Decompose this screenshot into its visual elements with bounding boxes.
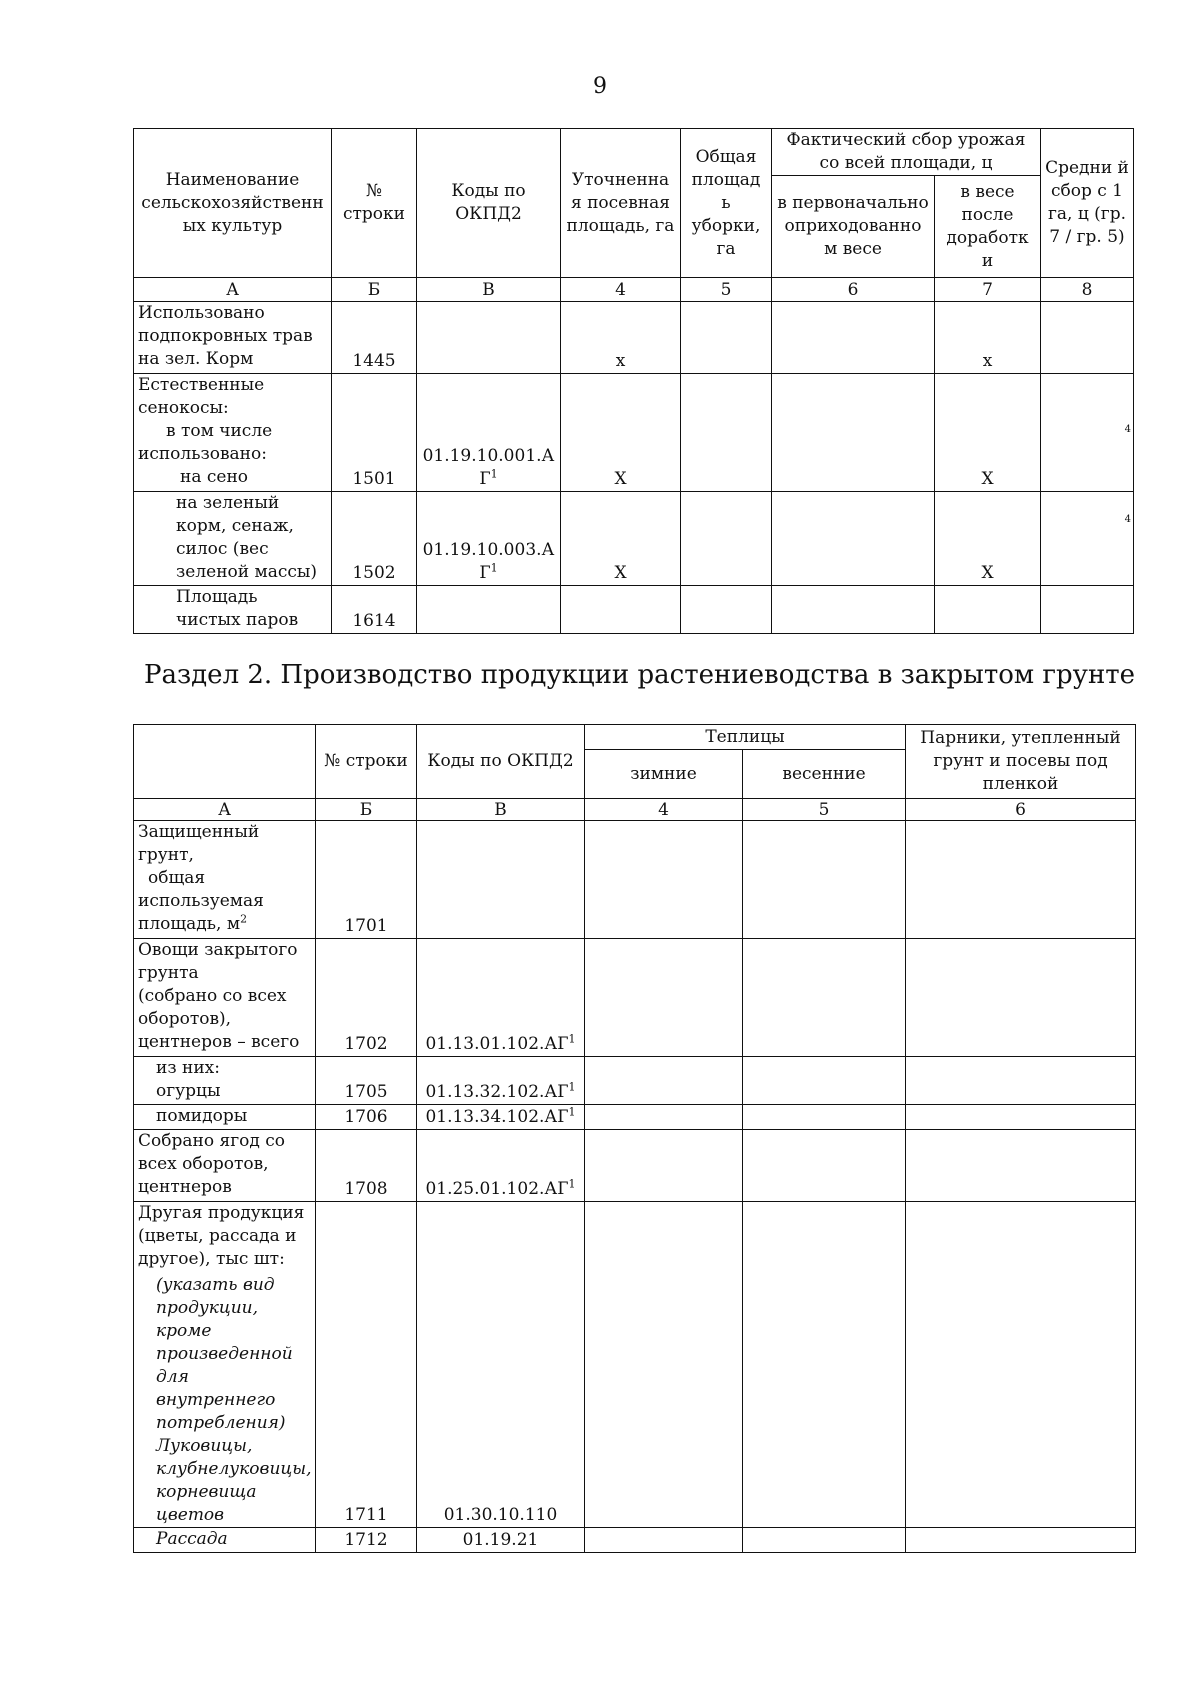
- hotbeds-cell: [906, 1057, 1136, 1105]
- okpd2-code: $01.13.32.102.АГ^1$: [417, 1057, 585, 1105]
- okpd2-code: [417, 821, 585, 939]
- row-number: 1501: [332, 374, 417, 492]
- header-harvest-area: Общая площад ь уборки, га: [681, 129, 772, 278]
- winter-cell: [585, 1202, 743, 1274]
- section-title: Раздел 2. Производство продукции растениеводства в закрытом грунте: [144, 660, 1136, 690]
- header-initial-weight: в первоначально оприходованно м весе: [772, 176, 935, 278]
- okpd2-code: $01.13.01.102.АГ^1$: [417, 939, 585, 1057]
- crop-name: Площадь чистых паров: [134, 586, 332, 634]
- hotbeds-cell: [906, 821, 1136, 939]
- sown-area-cell: Х: [561, 374, 681, 492]
- product-name: Рассада: [134, 1528, 316, 1553]
- index-4: 4: [585, 799, 743, 821]
- row-number: 1502: [332, 492, 417, 586]
- crop-name: Использовано подпокровных трав на зел. Корм: [134, 302, 332, 374]
- crop-name: на зеленый корм, сенаж, силос (вес зеленой массы): [134, 492, 332, 586]
- okpd2-code: 01.30.10.110: [417, 1274, 585, 1528]
- spring-cell: [743, 1105, 906, 1130]
- harvest-area-cell: [681, 374, 772, 492]
- table-row: [134, 1528, 1136, 1553]
- index-a: А: [134, 278, 332, 302]
- harvest-area-cell: [681, 302, 772, 374]
- crop-yield-table: [133, 128, 1134, 634]
- sown-area-cell: Х: [561, 492, 681, 586]
- header-sown-area: Уточненна я посевная площадь, га: [561, 129, 681, 278]
- header-okpd2-codes: Коды по ОКПД2: [417, 725, 585, 799]
- harvest-area-cell: [681, 492, 772, 586]
- okpd2-code: [417, 302, 561, 374]
- header-after-processing: в весе после доработк и: [935, 176, 1041, 278]
- index-5: 5: [743, 799, 906, 821]
- index-v: В: [417, 799, 585, 821]
- average-yield-cell: [1041, 492, 1134, 586]
- okpd2-code: 01.19.10.001.А $Г^1$: [417, 374, 561, 492]
- okpd2-code: [417, 586, 561, 634]
- spring-cell: [743, 1528, 906, 1553]
- table-row: [134, 1202, 1136, 1274]
- header-actual-yield: Фактический сбор урожая со всей площади, ц: [772, 129, 1041, 176]
- table-row: [134, 1057, 1136, 1105]
- harvest-area-cell: [681, 586, 772, 634]
- spring-cell: [743, 1057, 906, 1105]
- index-6: 6: [906, 799, 1136, 821]
- header-crop-name: Наименование сельскохозяйственн ых культур: [134, 129, 332, 278]
- index-6: 6: [772, 278, 935, 302]
- sown-area-cell: [561, 586, 681, 634]
- index-5: 5: [681, 278, 772, 302]
- page-number: 9: [593, 74, 607, 99]
- spring-cell: [743, 939, 906, 1057]
- row-number: 1711: [316, 1274, 417, 1528]
- table-row: [134, 821, 1136, 939]
- header-winter: зимние: [585, 750, 743, 799]
- index-b: Б: [316, 799, 417, 821]
- initial-weight-cell: [772, 374, 935, 492]
- product-name: Другая продукция (цветы, рассада и другое), тыс шт:: [134, 1202, 316, 1274]
- hotbeds-cell: [906, 1528, 1136, 1553]
- header-average-yield: Средни й сбор с 1 га, ц (гр. 7 / гр. 5): [1041, 129, 1134, 278]
- table-row: [134, 586, 1134, 634]
- header-greenhouses: Теплицы: [585, 725, 906, 750]
- index-v: В: [417, 278, 561, 302]
- product-name: помидоры: [134, 1105, 316, 1130]
- table-row: [134, 1130, 1136, 1202]
- spring-cell: [743, 1202, 906, 1274]
- product-name: Собрано ягод со всех оборотов, центнеров: [134, 1130, 316, 1202]
- index-7: 7: [935, 278, 1041, 302]
- header-crop-name: [134, 725, 316, 799]
- index-8: 8: [1041, 278, 1134, 302]
- okpd2-code: 01.19.10.003.А $Г^1$: [417, 492, 561, 586]
- initial-weight-cell: [772, 586, 935, 634]
- index-a: А: [134, 799, 316, 821]
- after-processing-cell: х: [935, 302, 1041, 374]
- row-number: 1708: [316, 1130, 417, 1202]
- index-b: Б: [332, 278, 417, 302]
- winter-cell: [585, 1274, 743, 1528]
- product-name: из них: огурцы: [134, 1057, 316, 1105]
- spring-cell: [743, 1274, 906, 1528]
- after-processing-cell: [935, 586, 1041, 634]
- header-row-number: № строки: [316, 725, 417, 799]
- greenhouse-production-table: [133, 724, 1136, 1553]
- okpd2-code: $01.13.34.102.АГ^1$: [417, 1105, 585, 1130]
- table-row: [134, 1105, 1136, 1130]
- product-name: Овощи закрытого грунта (собрано со всех оборотов), центнеров – всего: [134, 939, 316, 1057]
- row-number: 1706: [316, 1105, 417, 1130]
- row-number: 1445: [332, 302, 417, 374]
- table-row: [134, 939, 1136, 1057]
- okpd2-code: $01.25.01.102.АГ^1$: [417, 1130, 585, 1202]
- index-4: 4: [561, 278, 681, 302]
- table-row: [134, 492, 1134, 586]
- header-hotbeds: Парники, утепленный грунт и посевы под пленкой: [906, 725, 1136, 799]
- table-row: [134, 302, 1134, 374]
- footnote-mark: 4: [1124, 424, 1131, 435]
- row-number: [316, 1202, 417, 1274]
- footnote-mark: 4: [1124, 514, 1131, 525]
- winter-cell: [585, 821, 743, 939]
- product-name: (указать вид продукции, кроме произведенной для внутреннего потребления) Луковицы, клубнелуковицы, корневища цветов: [134, 1274, 316, 1528]
- average-yield-cell: [1041, 586, 1134, 634]
- after-processing-cell: Х: [935, 492, 1041, 586]
- winter-cell: [585, 1105, 743, 1130]
- header-row-number: № строки: [332, 129, 417, 278]
- row-number: 1701: [316, 821, 417, 939]
- initial-weight-cell: [772, 492, 935, 586]
- winter-cell: [585, 939, 743, 1057]
- row-number: 1614: [332, 586, 417, 634]
- table-row: [134, 374, 1134, 492]
- hotbeds-cell: [906, 1105, 1136, 1130]
- hotbeds-cell: [906, 1130, 1136, 1202]
- okpd2-code: [417, 1202, 585, 1274]
- initial-weight-cell: [772, 302, 935, 374]
- average-yield-cell: [1041, 374, 1134, 492]
- hotbeds-cell: [906, 939, 1136, 1057]
- row-number: 1712: [316, 1528, 417, 1553]
- spring-cell: [743, 821, 906, 939]
- winter-cell: [585, 1528, 743, 1553]
- after-processing-cell: Х: [935, 374, 1041, 492]
- hotbeds-cell: [906, 1274, 1136, 1528]
- winter-cell: [585, 1130, 743, 1202]
- crop-name: Естественные сенокосы: в том числе использовано: на сено: [134, 374, 332, 492]
- table-row: [134, 1274, 1136, 1528]
- average-yield-cell: [1041, 302, 1134, 374]
- row-number: 1705: [316, 1057, 417, 1105]
- spring-cell: [743, 1130, 906, 1202]
- product-name: Защищенный грунт, общая используемая площадь, $м^2$: [134, 821, 316, 939]
- header-spring: весенние: [743, 750, 906, 799]
- okpd2-code: 01.19.21: [417, 1528, 585, 1553]
- header-okpd2-codes: Коды по ОКПД2: [417, 129, 561, 278]
- hotbeds-cell: [906, 1202, 1136, 1274]
- sown-area-cell: х: [561, 302, 681, 374]
- row-number: 1702: [316, 939, 417, 1057]
- winter-cell: [585, 1057, 743, 1105]
